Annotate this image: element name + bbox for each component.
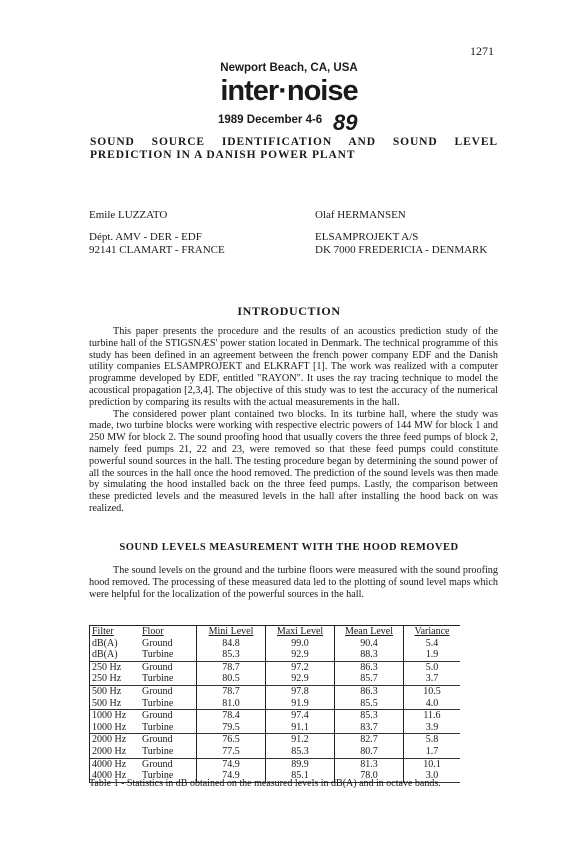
cell-mini-level: 78.4: [197, 710, 266, 722]
cell-maxi-level: 91.2: [266, 734, 335, 746]
table-row: [90, 673, 461, 685]
cell-variance: 1.9: [404, 649, 461, 661]
cell-filter: 500 Hz: [90, 698, 141, 710]
cell-variance: 5.8: [425, 734, 439, 746]
cell-mini-level: 78.7: [197, 661, 266, 673]
cell-filter: dB(A): [90, 649, 141, 661]
cell-mini-level: 81.0: [197, 698, 266, 710]
author-1-address: 92141 CLAMART - FRANCE: [89, 244, 225, 256]
intro-paragraph-2: The considered power plant contained two blocks. In its turbine hall, where the study was made, two turbine blocks were working with respective electric powers of 144 MW for block 1 and 250 MW for block 2. The sound proofing hood that usually covers the three feed pumps of block 2, namely feed pumps 21, 22 and 23, were removed so that these feed pumps could constitute powerful sound sources in the hall. The testing procedure began by determining the sound power of all the sources in the hall once the hood removed. The prediction of the sound levels was then made by simulating the hood installed back on the three feed pumps. Lastly, the comparison between these predicted levels and the measured levels in the hall after installing the hood back on was realized.: [89, 408, 498, 514]
table-row: [90, 758, 461, 770]
cell-mini-level: 74.9: [197, 758, 266, 770]
conference-location: Newport Beach, CA, USA: [220, 62, 358, 74]
author-1-affiliation: Dépt. AMV - DER - EDF: [89, 231, 202, 243]
cell-maxi-level: 92.9: [266, 673, 335, 685]
introduction-body: [89, 326, 498, 515]
table-caption: Table 1 - Statistics in dB obtained on the measured levels in dB(A) and in octave bands.: [89, 778, 441, 789]
cell-mean-level: 78.0: [335, 770, 404, 782]
cell-maxi-level: 89.9: [266, 758, 335, 770]
cell-variance: 4.0: [404, 698, 461, 710]
cell-floor: Turbine: [140, 746, 197, 758]
table-header-row: [90, 626, 461, 638]
cell-floor: Ground: [140, 661, 197, 673]
table-row: [90, 698, 461, 710]
author-2-address: DK 7000 FREDERICIA - DENMARK: [315, 244, 488, 256]
table-row: [90, 685, 461, 697]
cell-mini-level: 79.5: [197, 722, 266, 734]
cell-filter: 250 Hz: [90, 661, 141, 673]
cell-mean-level: 90.4: [335, 638, 404, 650]
conference-logo: inter·noise: [220, 75, 358, 107]
cell-floor: Ground: [140, 734, 197, 746]
conference-year-mark: 89: [333, 110, 358, 135]
cell-variance: 3.7: [404, 673, 461, 685]
cell-filter: dB(A): [90, 638, 141, 650]
paper-title: SOUND SOURCE IDENTIFICATION AND SOUND LEVEL PREDICTION IN A DANISH POWER PLANT: [90, 136, 498, 161]
section2-paragraph: The sound levels on the ground and the turbine floors were measured with the sound proofing hood removed. The processing of these measured data led to the plotting of sound level maps which were helpful for the localization of the powerful sources in the hall.: [89, 565, 498, 600]
cell-maxi-level: 97.2: [266, 661, 335, 673]
col-header-filter: Filter: [90, 626, 141, 638]
cell-filter: 4000 Hz: [90, 770, 141, 782]
cell-variance: 1.7: [404, 746, 461, 758]
cell-floor: Turbine: [140, 770, 197, 782]
cell-filter: 500 Hz: [90, 685, 141, 697]
cell-floor: Turbine: [140, 698, 197, 710]
page-number: 1271: [470, 44, 494, 58]
cell-variance: 10.1: [423, 758, 441, 770]
col-header-floor: Floor: [140, 626, 197, 638]
cell-maxi-level: 99.0: [266, 638, 335, 650]
table-row: [90, 722, 461, 734]
author-1-name: Emile LUZZATO: [89, 209, 168, 221]
cell-maxi-level: 92.9: [266, 649, 335, 661]
cell-maxi-level: 91.1: [266, 722, 335, 734]
cell-floor: Turbine: [140, 649, 197, 661]
table-row: [90, 649, 461, 661]
cell-mini-level: 85.3: [197, 649, 266, 661]
cell-maxi-level: 97.4: [266, 710, 335, 722]
cell-maxi-level: 85.3: [266, 746, 335, 758]
cell-maxi-level: 91.9: [266, 698, 335, 710]
cell-floor: Turbine: [140, 673, 197, 685]
author-2-affiliation: ELSAMPROJEKT A/S: [315, 231, 419, 243]
author-2-name: Olaf HERMANSEN: [315, 209, 406, 221]
cell-mean-level: 82.7: [335, 734, 404, 746]
cell-variance: 11.6: [423, 710, 441, 722]
col-header-maxi-level: Maxi Level: [266, 626, 335, 638]
cell-filter: 2000 Hz: [90, 734, 141, 746]
section-heading-sound-levels: SOUND LEVELS MEASUREMENT WITH THE HOOD REMOVED: [119, 542, 459, 553]
col-header-variance: Variance: [404, 626, 461, 638]
cell-mean-level: 83.7: [335, 722, 404, 734]
cell-mean-level: 81.3: [335, 758, 404, 770]
cell-floor: Ground: [140, 685, 197, 697]
statistics-table: [89, 625, 460, 783]
cell-floor: Ground: [140, 638, 197, 650]
cell-maxi-level: 97.8: [266, 685, 335, 697]
cell-mini-level: 80.5: [197, 673, 266, 685]
cell-filter: 1000 Hz: [90, 710, 141, 722]
cell-variance: 3.9: [404, 722, 461, 734]
col-header-mean-level: Mean Level: [335, 626, 404, 638]
table-row: [90, 661, 461, 673]
table-row: [90, 734, 461, 746]
cell-variance: 5.4: [425, 637, 439, 649]
cell-floor: Ground: [140, 758, 197, 770]
cell-variance: 10.5: [423, 685, 441, 697]
cell-mini-level: 78.7: [197, 685, 266, 697]
cell-filter: 4000 Hz: [90, 758, 141, 770]
intro-paragraph-1: This paper presents the procedure and the results of an acoustics prediction study of the turbine hall of the STIGSNÆS' power station located in Denmark. The technical programme of this study has been defined in an agreement between the french power company EDF and the Danish utility companies ELSAMPROJEKT and ELKRAFT [1]. The work was realized with a computer programme developed by EDF, entitled "RAYON". It uses the ray tracing technique to model the acoustical propagation [2,3,4]. The objective of this study was to test the accuracy of the numerical prediction by comparing its results with the actual measurements in the hall.: [89, 326, 498, 408]
cell-mean-level: 85.3: [335, 710, 404, 722]
cell-mini-level: 77.5: [197, 746, 266, 758]
conference-dates: 1989 December 4-6: [218, 114, 323, 126]
cell-floor: Turbine: [140, 722, 197, 734]
cell-filter: 2000 Hz: [90, 746, 141, 758]
section2-body: [89, 565, 498, 600]
cell-mini-level: 76.5: [197, 734, 266, 746]
cell-filter: 250 Hz: [90, 673, 141, 685]
table-row: [90, 638, 461, 650]
cell-variance: 3.0: [404, 770, 461, 782]
cell-mean-level: 86.3: [335, 685, 404, 697]
cell-mean-level: 80.7: [335, 746, 404, 758]
cell-floor: Ground: [140, 710, 197, 722]
cell-maxi-level: 85.1: [266, 770, 335, 782]
cell-mean-level: 86.3: [335, 661, 404, 673]
col-header-mini-level: Mini Level: [197, 626, 266, 638]
table-row: [90, 746, 461, 758]
cell-mean-level: 88.3: [335, 649, 404, 661]
table-body: [90, 638, 461, 783]
table-row: [90, 710, 461, 722]
section-heading-introduction: INTRODUCTION: [237, 304, 341, 318]
cell-filter: 1000 Hz: [90, 722, 141, 734]
cell-mini-level: 84.8: [197, 638, 266, 650]
cell-mean-level: 85.7: [335, 673, 404, 685]
cell-mean-level: 85.5: [335, 698, 404, 710]
cell-variance: 5.0: [425, 661, 439, 673]
cell-mini-level: 74.9: [197, 770, 266, 782]
